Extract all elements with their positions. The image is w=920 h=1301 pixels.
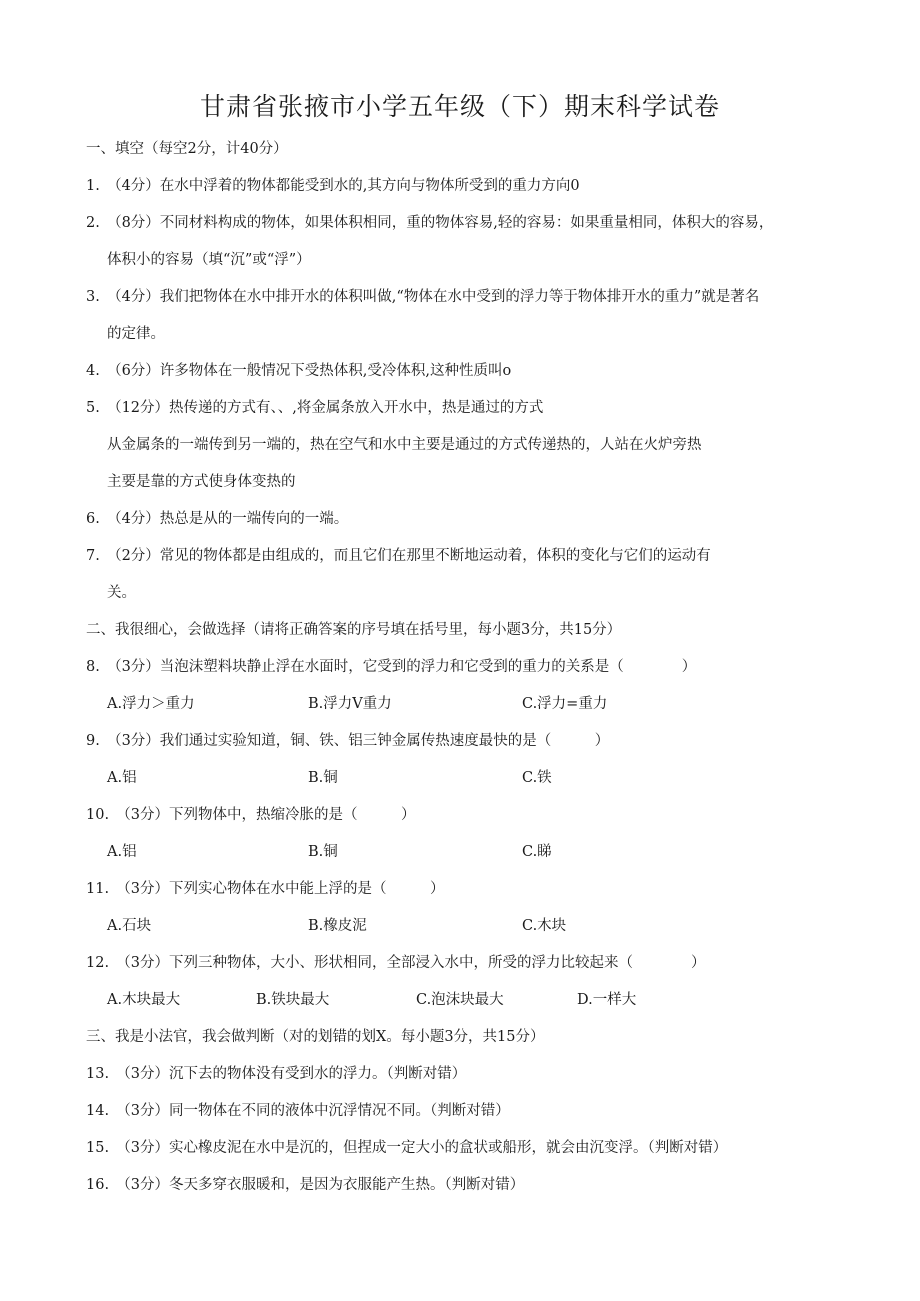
section-3-heading: 三、我是小法官，我会做判断（对的划错的划X。每小题3分，共15分）	[86, 1029, 545, 1045]
question-10: 10. （3分）下列物体中，热缩冷胀的是（ ）	[86, 807, 416, 823]
question-15: 15. （3分）实心橡皮泥在水中是沉的，但捏成一定大小的盒状或船形，就会由沉变浮。（判断对错）	[86, 1140, 728, 1156]
page-title: 甘肃省张掖市小学五年级（下）期末科学试卷	[199, 92, 720, 121]
question-12-option-b: B.铁块最大	[256, 992, 330, 1008]
question-10-option-a: A.铝	[107, 844, 137, 860]
question-12-option-a: A.木块最大	[107, 992, 181, 1008]
question-8-option-c: C.浮力=重力	[522, 696, 608, 712]
question-10-option-b: B.铜	[308, 844, 338, 860]
section-2-heading: 二、我很细心，会做选择（请将正确答案的序号填在括号里，每小题3分，共15分）	[86, 622, 622, 638]
question-11: 11. （3分）下列实心物体在水中能上浮的是（ ）	[86, 881, 445, 897]
question-6: 6. （4分）热总是从的一端传向的一端。	[86, 511, 349, 527]
question-9: 9. （3分）我们通过实验知道，铜、铁、铝三钟金属传热速度最快的是（ ）	[86, 733, 610, 749]
question-11-option-b: B.橡皮泥	[308, 918, 367, 934]
question-9-option-a: A.铝	[107, 770, 137, 786]
question-3-continued: 的定律。	[107, 326, 165, 342]
question-7: 7. （2分）常见的物体都是由组成的，而且它们在那里不断地运动着，体积的变化与它们的运动有	[86, 548, 711, 564]
question-3: 3. （4分）我们把物体在水中排开水的体积叫做,“物体在水中受到的浮力等于物体排开水的重力”就是著名	[86, 289, 760, 305]
question-16: 16. （3分）冬天多穿衣服暖和，是因为衣服能产生热。（判断对错）	[86, 1177, 525, 1193]
question-9-option-c: C.铁	[522, 770, 552, 786]
question-14: 14. （3分）同一物体在不同的液体中沉浮情况不同。（判断对错）	[86, 1103, 510, 1119]
question-4: 4. （6分）许多物体在一般情况下受热体积,受冷体积,这种性质叫o	[86, 363, 512, 379]
section-1-heading: 一、填空（每空2分，计40分）	[86, 141, 288, 157]
question-5-continued: 从金属条的一端传到另一端的，热在空气和水中主要是通过的方式传递热的，人站在火炉旁热	[107, 437, 702, 453]
question-8-option-b: B.浮力V重力	[308, 696, 392, 712]
question-5: 5. （12分）热传递的方式有、、,将金属条放入开水中，热是通过的方式	[86, 400, 544, 416]
question-8: 8. （3分）当泡沫塑料块静止浮在水面时，它受到的浮力和它受到的重力的关系是（ ）	[86, 659, 697, 675]
question-7-continued: 关。	[107, 585, 136, 601]
question-12-option-c: C.泡沫块最大	[416, 992, 504, 1008]
question-5-continued-2: 主要是靠的方式使身体变热的	[107, 474, 296, 490]
question-2: 2. （8分）不同材料构成的物体，如果体积相同，重的物体容易,轻的容易：如果重量相同，体积大的容易，	[86, 215, 774, 231]
question-12-option-d: D.一样大	[577, 992, 637, 1008]
question-8-option-a: A.浮力＞重力	[107, 696, 195, 712]
question-12: 12. （3分）下列三种物体，大小、形状相同，全部浸入水中，所受的浮力比较起来（ ）	[86, 955, 706, 971]
question-11-option-c: C.木块	[522, 918, 567, 934]
question-2-continued: 体积小的容易（填“沉”或“浮”）	[107, 252, 311, 268]
question-11-option-a: A.石块	[107, 918, 152, 934]
question-10-option-c: C.睇	[522, 844, 552, 860]
question-1: 1. （4分）在水中浮着的物体都能受到水的,其方向与物体所受到的重力方向0	[86, 178, 580, 194]
question-13: 13. （3分）沉下去的物体没有受到水的浮力。（判断对错）	[86, 1066, 467, 1082]
question-9-option-b: B.铜	[308, 770, 338, 786]
